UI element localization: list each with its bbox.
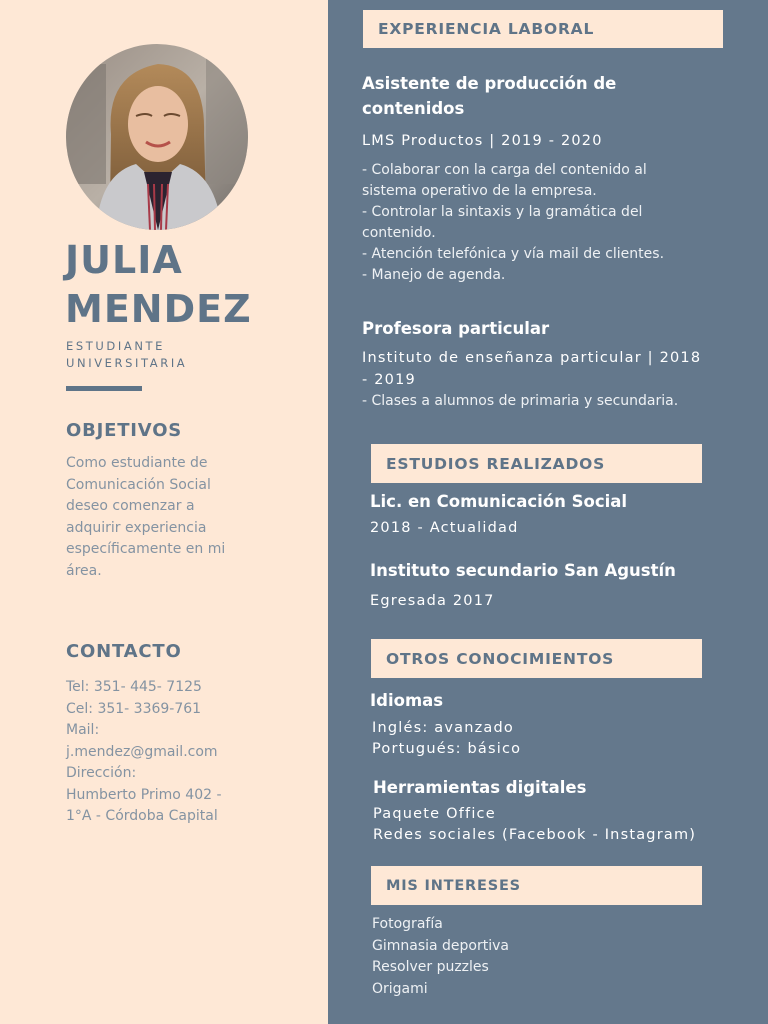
- job-desc-line: - Colaborar con la carga del contenido al: [362, 162, 647, 178]
- experiencia-banner: [363, 10, 723, 48]
- first-name: JULIA: [65, 238, 183, 282]
- job-title: Profesora particular: [362, 319, 550, 338]
- left-column: [0, 0, 328, 1024]
- interest-item: Fotografía: [372, 916, 443, 932]
- objetivos-line: área.: [66, 562, 102, 579]
- contact-mail: j.mendez@gmail.com: [66, 743, 218, 760]
- estudios-title: ESTUDIOS REALIZADOS: [386, 454, 606, 473]
- objetivos-line: deseo comenzar a: [66, 498, 195, 514]
- subtitle-line2: UNIVERSITARIA: [66, 356, 188, 370]
- study-meta: 2018 - Actualidad: [370, 520, 519, 536]
- experiencia-title: EXPERIENCIA LABORAL: [378, 20, 595, 38]
- contact-address-label: Dirección:: [66, 765, 137, 781]
- skill-item: Inglés: avanzado: [372, 720, 514, 736]
- interest-item: Origami: [372, 980, 428, 997]
- subtitle-line1: ESTUDIANTE: [66, 339, 166, 353]
- skill-item: Portugués: básico: [372, 741, 522, 757]
- right-column: [328, 0, 768, 1024]
- job-title: [362, 71, 616, 121]
- job-description: [362, 160, 664, 286]
- divider: [66, 386, 142, 391]
- intereses-title: MIS INTERESES: [386, 877, 521, 894]
- job-desc-line: contenido.: [362, 225, 436, 241]
- interest-item: Gimnasia deportiva: [372, 937, 509, 954]
- otros-title: OTROS CONOCIMIENTOS: [386, 649, 615, 668]
- objetivos-text: [66, 453, 225, 582]
- objetivos-line: adquirir experiencia: [66, 519, 207, 536]
- study-title: Lic. en Comunicación Social: [370, 492, 628, 511]
- contacto-text: [66, 677, 222, 828]
- job-description: [362, 391, 678, 412]
- job-title-line: Asistente de producción de: [362, 74, 617, 93]
- contact-mail-label: Mail:: [66, 722, 100, 738]
- job-meta-line: - 2019: [362, 372, 416, 388]
- skill-group-title: Herramientas digitales: [373, 778, 587, 797]
- skill-group-title: Idiomas: [370, 691, 444, 710]
- estudios-banner: [371, 444, 702, 483]
- skill-list: [372, 718, 521, 760]
- interest-item: Resolver puzzles: [372, 959, 489, 975]
- contact-cell: Cel: 351- 3369-761: [66, 700, 202, 717]
- contact-phone: Tel: 351- 445- 7125: [66, 679, 202, 695]
- contact-address: Humberto Primo 402 -: [66, 786, 222, 803]
- objetivos-line: específicamente en mi: [66, 541, 226, 557]
- study-meta: Egresada 2017: [370, 593, 495, 609]
- job-desc-line: - Atención telefónica y vía mail de clientes.: [362, 246, 665, 262]
- job-meta: LMS Productos | 2019 - 2020: [362, 133, 603, 149]
- study-title: Instituto secundario San Agustín: [370, 561, 676, 580]
- objetivos-line: Como estudiante de: [66, 455, 208, 471]
- contact-address: 1°A - Córdoba Capital: [66, 808, 218, 824]
- otros-banner: [371, 639, 702, 678]
- skill-item: Redes sociales (Facebook - Instagram): [373, 827, 697, 843]
- intereses-banner: [371, 866, 702, 905]
- job-desc-line: - Clases a alumnos de primaria y secundaria.: [362, 393, 679, 409]
- objetivos-line: Comunicación Social: [66, 476, 211, 493]
- interests-list: [372, 914, 509, 1000]
- last-name: MENDEZ: [65, 287, 252, 331]
- job-desc-line: sistema operativo de la empresa.: [362, 183, 597, 199]
- job-meta: [362, 347, 701, 391]
- contacto-title: CONTACTO: [66, 641, 182, 662]
- portrait-image: [66, 44, 248, 230]
- skill-item: Paquete Office: [373, 806, 496, 822]
- job-meta-line: Instituto de enseñanza particular | 2018: [362, 350, 702, 366]
- job-desc-line: - Manejo de agenda.: [362, 267, 506, 283]
- profile-photo: [66, 44, 248, 230]
- objetivos-title: OBJETIVOS: [66, 420, 183, 441]
- job-desc-line: - Controlar la sintaxis y la gramática del: [362, 204, 643, 220]
- job-title-line: contenidos: [362, 99, 465, 118]
- skill-list: [373, 804, 696, 846]
